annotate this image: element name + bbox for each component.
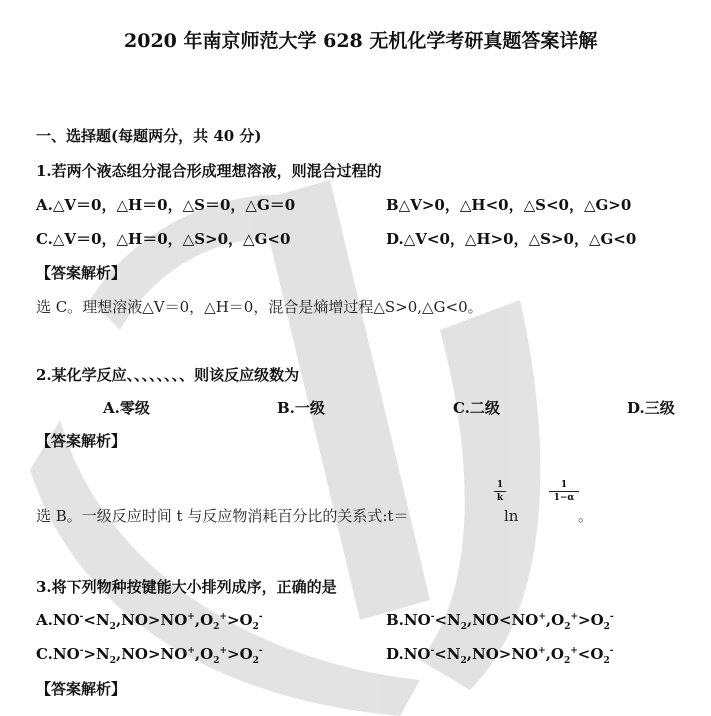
fraction-denominator: 1−α (553, 493, 575, 503)
q2-option-a: A.零级 (103, 399, 150, 417)
section-heading: 一、选择题(每题两分，共 40 分) (36, 127, 262, 145)
fraction-1-over-1-minus-alpha (549, 480, 579, 503)
q1-explanation: 选 C。理想溶液△V＝0，△H＝0，混合是熵增过程△S>0,△G<0。 (36, 298, 483, 316)
q1-option-d: D.△V<0，△H>0，△S>0，△G<0 (386, 230, 637, 248)
q2-answer-header: 【答案解析】 (36, 432, 127, 450)
q1-option-c: C.△V＝0，△H＝0，△S>0，△G<0 (36, 230, 291, 248)
ln-text: ln (504, 507, 519, 525)
q3-option-d: $D.NO^-<N_2,NO>NO^+,O_2^+<O_2^-$ (386, 645, 614, 666)
fraction-bar (549, 491, 579, 492)
q1-option-b: B△V>0，△H<0，△S<0，△G>0 (386, 196, 632, 214)
question-3-stem: 3.将下列物种按键能大小排列成序，正确的是 (36, 578, 337, 596)
q2-option-b: B.一级 (277, 399, 325, 417)
q1-option-a: A.△V＝0，△H＝0，△S＝0，△G＝0 (36, 196, 296, 214)
q2-explanation: 选 B。一级反应时间 t 与反应物消耗百分比的关系式:t＝ (36, 507, 409, 525)
q3-option-b: $B.NO^-<N_2,NO<NO^+,O_2^+>O_2^-$ (386, 611, 614, 632)
fraction-bar (494, 491, 506, 492)
fraction-numerator: 1 (560, 480, 568, 490)
page-title: 2020 年南京师范大学 628 无机化学考研真题答案详解 (124, 30, 598, 52)
q2-option-c: C.二级 (453, 399, 500, 417)
fraction-denominator: k (496, 493, 504, 503)
q3-option-c: $C.NO^->N_2,NO>NO^+,O_2^+>O_2^-$ (36, 645, 263, 666)
fraction-1-over-k (494, 480, 506, 503)
q3-option-a: $A.NO^-<N_2,NO>NO^+,O_2^+>O_2^-$ (36, 611, 263, 632)
question-1-stem: 1.若两个液态组分混合形成理想溶液，则混合过程的 (36, 162, 382, 180)
q3-answer-header: 【答案解析】 (36, 680, 127, 698)
q1-answer-header: 【答案解析】 (36, 264, 127, 282)
period: 。 (578, 507, 594, 525)
q2-option-d: D.三级 (627, 399, 675, 417)
question-2-stem: 2.某化学反应、、、、、、、、则该反应级数为 (36, 366, 300, 384)
fraction-numerator: 1 (496, 480, 504, 490)
